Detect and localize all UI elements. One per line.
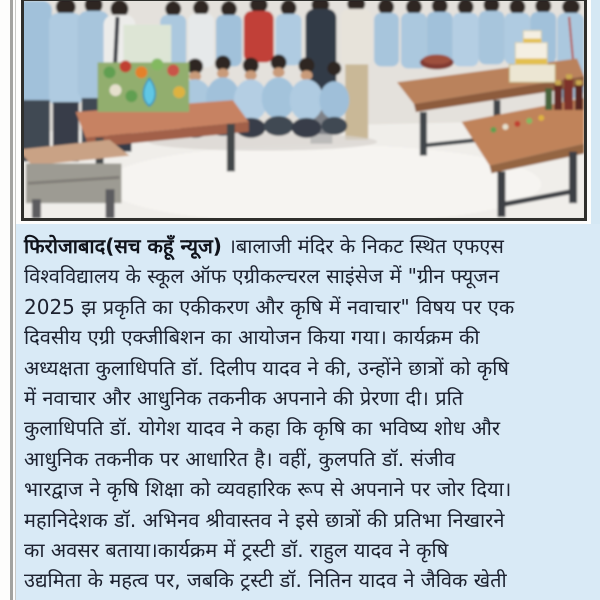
article-line: दिवसीय एग्री एक्जीबिशन का आयोजन किया गया। कार्यक्रम की [24, 325, 480, 350]
article-line: विश्वविद्यालय के स्कूल ऑफ एग्रीकल्चरल साइंसेज में "ग्रीन फ्यूजन [24, 264, 500, 289]
article-line: अध्यक्षता कुलाधिपति डॉ. दिलीप यादव ने की, उन्होंने छात्रों को कृषि [24, 355, 509, 380]
article-line: आधुनिक तकनीक पर आधारित है। वहीं, कुलपति डॉ. संजीव [24, 446, 456, 471]
column-divider-line [10, 0, 13, 600]
article-photo [21, 0, 587, 221]
article-line: का अवसर बताया।कार्यक्रम में ट्रस्टी डॉ. राहुल यादव ने कृषि [24, 537, 449, 562]
article-line: 2025 झ प्रकृति का एकीकरण और कृषि में नवाचार" विषय पर एक [24, 294, 515, 319]
article-body [16, 224, 600, 600]
article-line: उद्यमिता के महत्व पर, जबकि ट्रस्टी डॉ. नितिन यादव ने जैविक खेती [24, 568, 507, 593]
article-line: में नवाचार और आधुनिक तकनीक अपनाने की प्रेरणा दी। प्रति [24, 385, 464, 410]
article-dateline: फिरोजाबाद(सच कहूँ न्यूज) [24, 234, 222, 258]
article-line: महानिदेशक डॉ. अभिनव श्रीवास्तव ने इसे छात्रों की प्रतिभा निखारने [24, 507, 505, 532]
article-line: भारद्वाज ने कृषि शिक्षा को व्यवहारिक रूप से अपनाने पर जोर दिया। [24, 477, 512, 502]
article-photo-illustration [24, 1, 584, 218]
article-line: कुलाधिपति डॉ. योगेश यादव ने कहा कि कृषि का भविष्य शोध और [24, 416, 501, 441]
article-line [24, 231, 598, 261]
article-line-text: ।बालाजी मंदिर के निकट स्थित एफएस [228, 234, 504, 258]
